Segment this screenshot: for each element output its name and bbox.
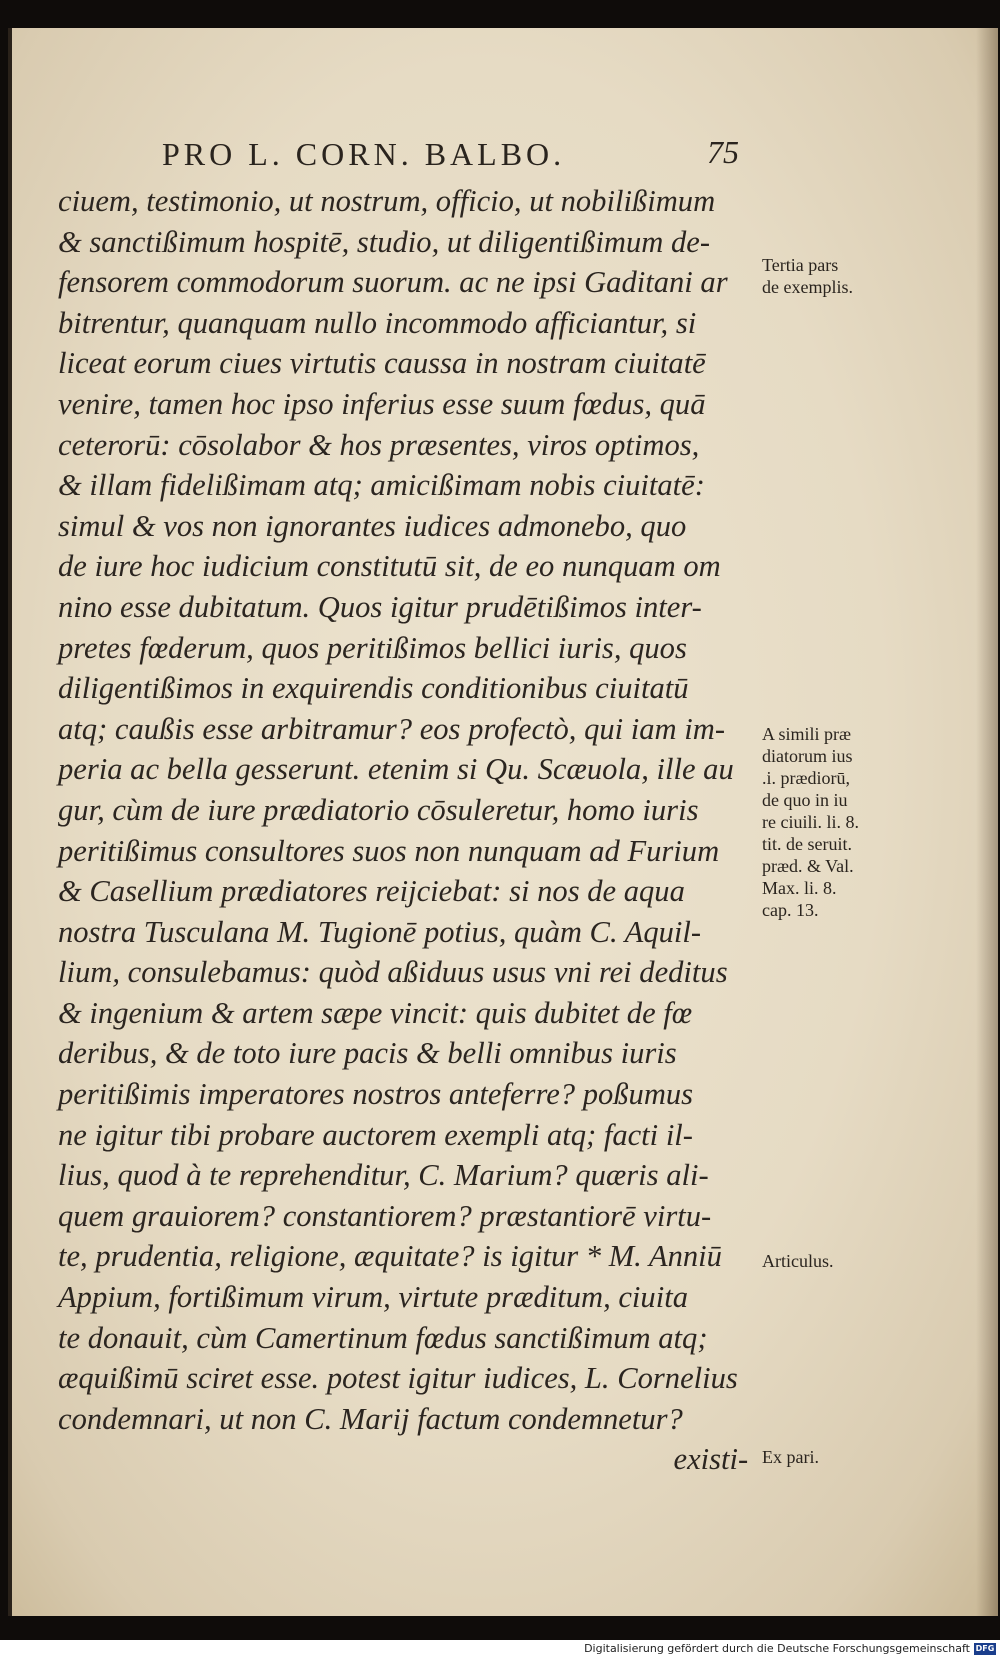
- text-line: de iure hoc iudicium constitutū sit, de eo nunquam om: [58, 548, 721, 584]
- text-line: pretes fœderum, quos peritißimos bellici iuris, quos: [58, 629, 687, 665]
- text-line: deribus, & de toto iure pacis & belli omnibus iuris: [58, 1035, 677, 1071]
- footer-bar: [0, 1640, 1000, 1658]
- text-line: & illam fidelißimam atq; amicißimam nobis ciuitatē:: [58, 467, 705, 503]
- text-line: quem grauiorem? constantiorem? præstantiorē virtu-: [58, 1197, 712, 1233]
- text-line: peritißimis imperatores nostros anteferre? poßumus: [58, 1076, 694, 1112]
- text-line: Appium, fortißimum virum, virtute præditum, ciuita: [58, 1279, 688, 1315]
- margin-note-line: .i. prædiorū,: [762, 768, 850, 788]
- margin-note-line: re ciuili. li. 8.: [762, 812, 859, 832]
- text-line: lium, consulebamus: quòd aßiduus usus vni rei deditus: [58, 954, 728, 990]
- text-line: & Casellium prædiatores reijciebat: si nos de aqua: [58, 873, 685, 909]
- text-line: lius, quod à te reprehenditur, C. Marium? quæris ali-: [58, 1157, 709, 1193]
- text-line: fensorem commodorum suorum. ac ne ipsi Gaditani ar: [58, 264, 728, 300]
- text-line: liceat eorum ciues virtutis caussa in nostram ciuitatē: [58, 345, 706, 381]
- margin-note-line: A simili præ: [762, 724, 852, 744]
- margin-note-line: præd. & Val.: [762, 856, 854, 876]
- margin-note-articulus: [762, 1250, 922, 1272]
- page-number: 75: [707, 134, 739, 170]
- margin-note-line: Ex pari.: [762, 1447, 819, 1467]
- text-line: & sanctißimum hospitē, studio, ut diligentißimum de-: [58, 223, 711, 259]
- text-line: & ingenium & artem sæpe vincit: quis dubitet de fœ: [58, 994, 693, 1030]
- margin-note-line: de quo in iu: [762, 790, 848, 810]
- text-line: atq; caußis esse arbitramur? eos profectò, qui iam im-: [58, 710, 726, 746]
- text-line: te, prudentia, religione, æquitate? is igitur * M. Anniū: [58, 1238, 722, 1274]
- text-line: ceterorū: cōsolabor & hos præsentes, viros optimos,: [58, 426, 700, 462]
- margin-note-tertia-pars: [762, 254, 922, 298]
- text-line: nostra Tusculana M. Tugionē potius, quàm C. Aquil-: [58, 913, 702, 949]
- text-line: te donauit, cùm Camertinum fœdus sanctißimum atq;: [58, 1319, 708, 1355]
- text-line: bitrentur, quanquam nullo incommodo afficiantur, si: [58, 304, 697, 340]
- text-line: peria ac bella gesserunt. etenim si Qu. Scæuola, ille au: [58, 751, 734, 787]
- margin-note-line: Tertia pars: [762, 255, 839, 275]
- catchword: existi-: [673, 1441, 749, 1477]
- margin-note-line: tit. de seruit.: [762, 834, 852, 854]
- margin-note-ex-pari: [762, 1446, 922, 1468]
- margin-note-line: Max. li. 8.: [762, 878, 837, 898]
- text-line: condemnari, ut non C. Marij factum condemnetur?: [58, 1400, 683, 1436]
- text-line: venire, tamen hoc ipso inferius esse suum fœdus, quā: [58, 385, 706, 421]
- page-header: [162, 136, 742, 176]
- margin-note-line: de exemplis.: [762, 277, 853, 297]
- margin-note-line: diatorum ius: [762, 746, 853, 766]
- dfg-logo-icon: DFG: [975, 1644, 995, 1653]
- text-line: ciuem, testimonio, ut nostrum, officio, ut nobilißimum: [58, 183, 716, 218]
- text-line: ne igitur tibi probare auctorem exempli atq; facti il-: [58, 1116, 693, 1152]
- book-page: [8, 28, 998, 1616]
- funding-credit: Digitalisierung gefördert durch die Deutsche Forschungsgemeinschaft: [584, 1642, 970, 1655]
- text-line: gur, cùm de iure prædiatorio cōsuleretur, homo iuris: [58, 791, 699, 827]
- margin-note-a-simili: [762, 723, 922, 921]
- body-text: [58, 181, 758, 1480]
- margin-note-line: Articulus.: [762, 1251, 834, 1271]
- text-line: nino esse dubitatum. Quos igitur prudētißimos inter-: [58, 588, 702, 624]
- running-head: PRO L. CORN. BALBO.: [162, 136, 566, 172]
- text-line: diligentißimos in exquirendis conditionibus ciuitatū: [58, 670, 689, 706]
- margin-note-line: cap. 13.: [762, 900, 819, 920]
- text-line: simul & vos non ignorantes iudices admonebo, quo: [58, 507, 687, 543]
- text-line: æquißimū sciret esse. potest igitur iudices, L. Cornelius: [58, 1360, 738, 1396]
- text-line: peritißimus consultores suos non nunquam ad Furium: [58, 832, 720, 868]
